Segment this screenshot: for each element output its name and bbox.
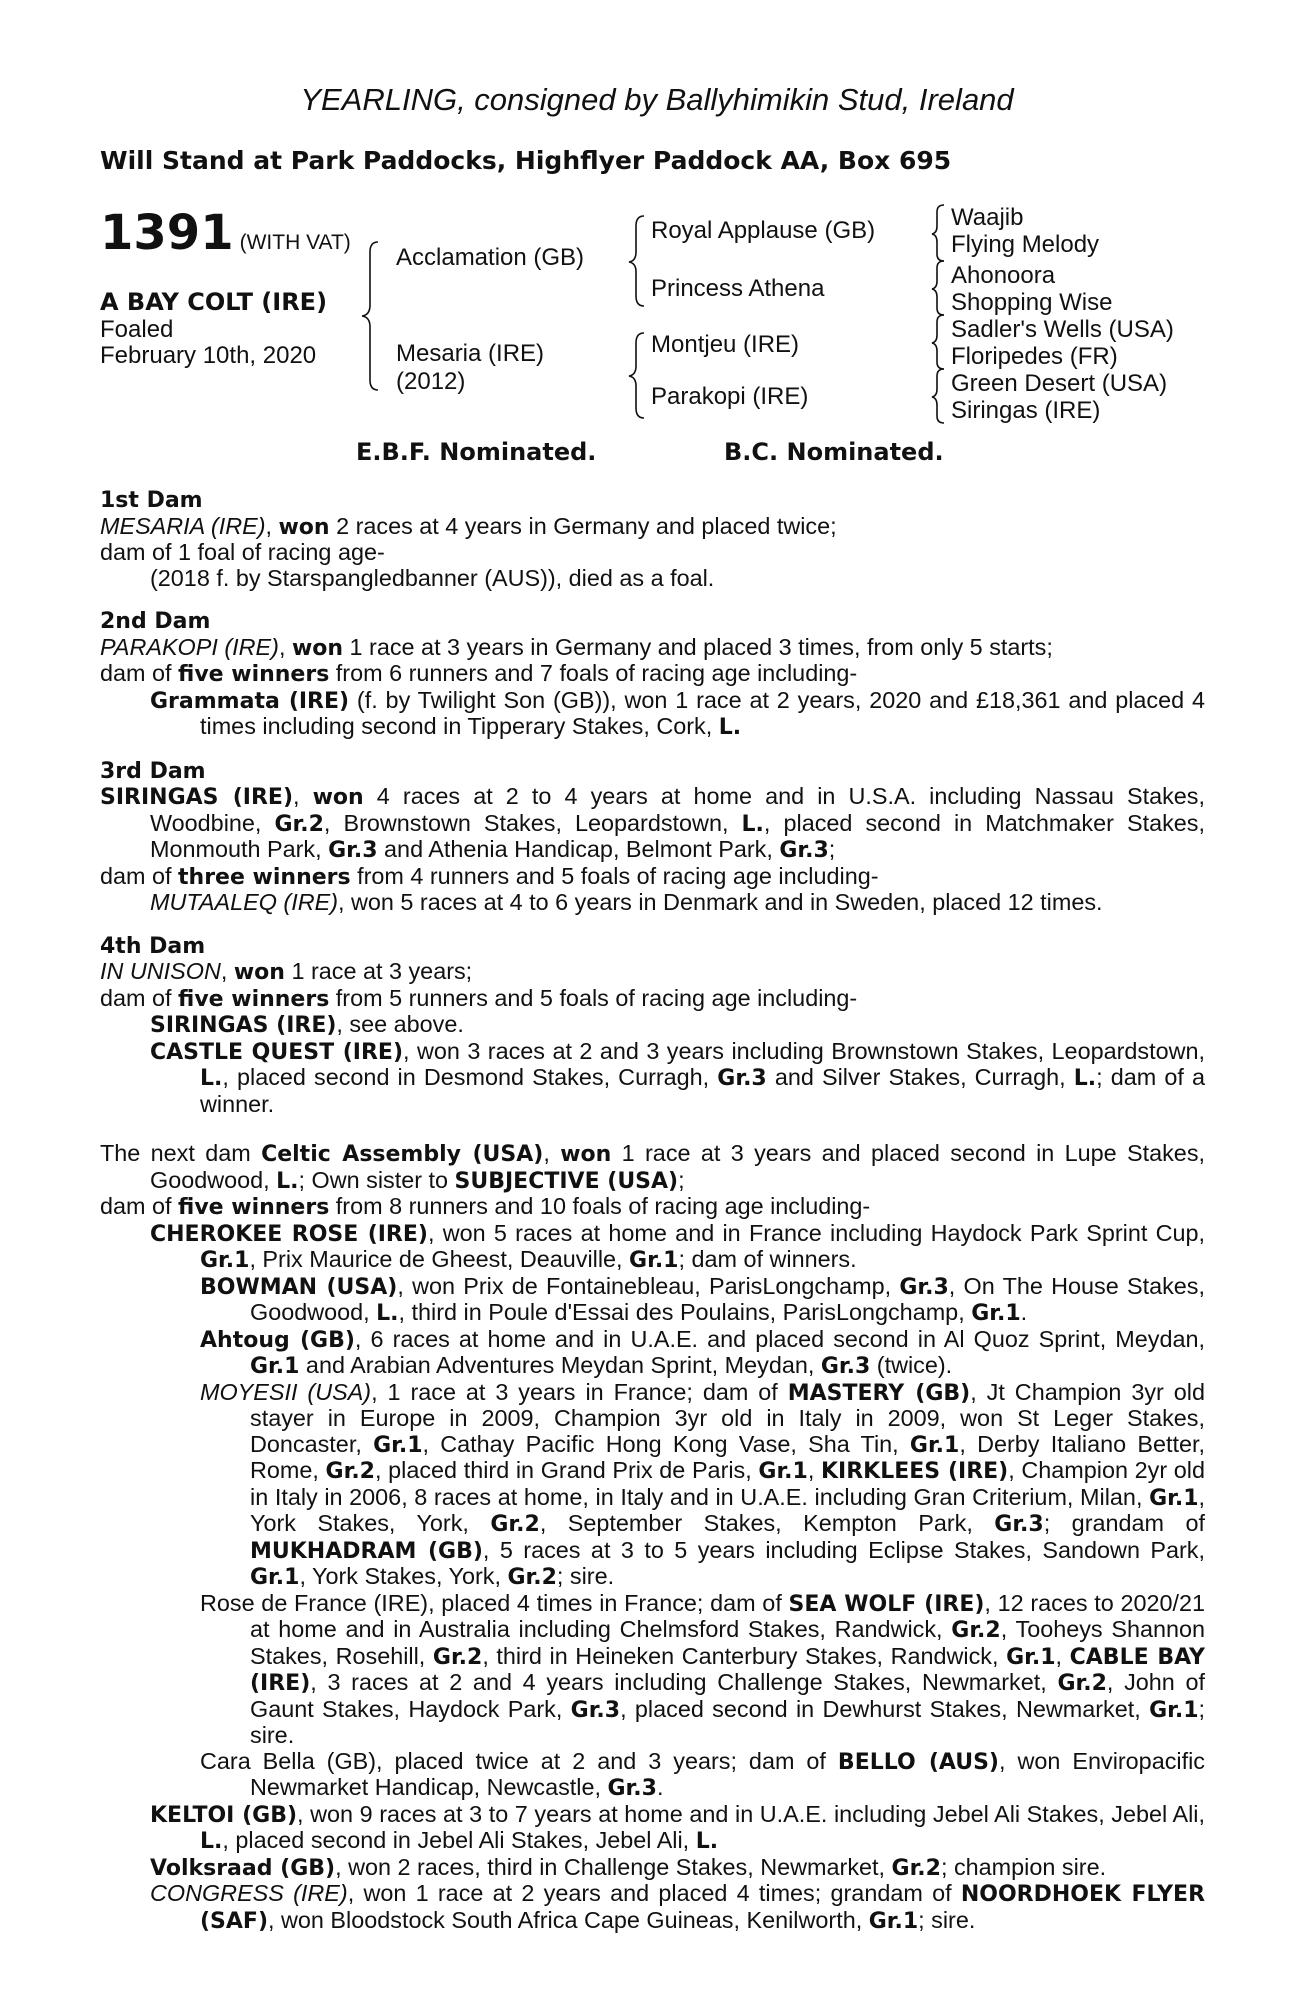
record-text: , placed second in Desmond Stakes, Curragh, — [222, 1064, 718, 1090]
record-text: , 3 races at 2 and 4 years including Challenge Stakes, Newmarket, — [310, 1669, 1058, 1695]
grade-label: Gr.3 — [570, 1697, 621, 1723]
pedigree-dam: Mesaria (IRE) — [396, 340, 545, 367]
first-dam-produce-line: dam of 1 foal of racing age- — [100, 539, 385, 565]
record-text: ; — [678, 1166, 685, 1193]
record-text: ; sire. — [556, 1563, 615, 1589]
winners-count: five winners — [178, 662, 330, 687]
record-text: 4 races at 2 to 4 years at home and in U.S.A. including Nassau Stakes, Woodbine, — [150, 783, 1205, 836]
record-text: . — [1020, 1299, 1028, 1325]
record-text: , won Bloodstock South Africa Cape Guineas, Kenilworth, — [268, 1906, 869, 1933]
grade-label: Gr.1 — [250, 1354, 300, 1379]
pedigree-g8: Siringas (IRE) — [951, 397, 1101, 424]
record-text: and Athenia Handicap, Belmont Park, — [377, 836, 780, 862]
grade-label: Gr.2 — [325, 1459, 375, 1484]
record-text: (twice). — [870, 1352, 953, 1378]
record-text: , York Stakes, York, — [299, 1563, 508, 1589]
produce-entry — [100, 1380, 1205, 1591]
won-label: won — [278, 514, 330, 540]
record-text: Cara Bella (GB), placed twice at 2 and 3 years; dam of — [200, 1747, 838, 1774]
grade-label: Gr.1 — [971, 1301, 1021, 1326]
pedigree-dam-year: (2012) — [396, 368, 466, 395]
pedigree-g2: Flying Melody — [951, 231, 1100, 258]
record-text: , 6 races at home and in U.A.E. and placed second in Al Quoz Sprint, Meydan, — [354, 1325, 1206, 1352]
horse-name: SEA WOLF (IRE) — [788, 1591, 985, 1617]
lot-description: A BAY COLT (IRE) — [100, 288, 328, 316]
fourth-dam-record: IN UNISON, won 1 race at 3 years; — [100, 958, 473, 985]
bc-nominated: B.C. Nominated. — [724, 438, 944, 466]
third-dam-heading: 3rd Dam — [100, 758, 206, 784]
record-text: 1 race at 3 years in Germany and placed 3 times, from only 5 starts; — [343, 633, 1053, 660]
second-dam-record: PARAKOPI (IRE), won 1 race at 3 years in Germany and placed 3 times, from only 5 starts; — [100, 633, 1053, 661]
fourth-dam-section — [100, 934, 1205, 1118]
record-text: dam of — [100, 862, 179, 889]
pedigree-g1: Waajib — [951, 204, 1024, 231]
record-text: , won Prix de Fontainebleau, ParisLongchamp, — [397, 1272, 900, 1299]
third-dam-section — [100, 759, 1205, 916]
third-dam-produce-line — [100, 864, 1205, 891]
record-text: , won 2 races, third in Challenge Stakes, Newmarket, — [335, 1853, 892, 1880]
record-text: , third in Heineken Canterbury Stakes, Randwick, — [482, 1642, 1007, 1669]
record-text: , placed third in Grand Prix de Paris, — [374, 1457, 759, 1483]
lot-number: 1391 — [100, 205, 234, 261]
first-dam-foal: (2018 f. by Starspangledbanner (AUS)), died as a foal. — [150, 564, 715, 591]
pedigree-g6: Floripedes (FR) — [951, 343, 1118, 370]
grade-label: Gr.3 — [899, 1274, 949, 1300]
horse-name: MUTAALEQ (IRE) — [150, 889, 339, 915]
horse-name: Grammata (IRE) — [150, 688, 350, 714]
pedigree-sire-dam: Princess Athena — [651, 275, 825, 302]
record-text: ; Own sister to — [298, 1166, 455, 1193]
grade-label: Gr.3 — [820, 1354, 871, 1379]
produce-entry — [100, 1855, 1205, 1882]
winners-count: three winners — [178, 864, 351, 890]
produce-entry — [100, 1881, 1205, 1934]
grade-label: Gr.1 — [250, 1565, 300, 1590]
first-dam-record: MESARIA (IRE), won 2 races at 4 years in Germany and placed twice; — [100, 512, 837, 540]
produce-entry — [100, 1591, 1205, 1749]
winners-count: five winners — [178, 1195, 330, 1220]
next-dam-section — [100, 1141, 1205, 1934]
record-text: ; — [828, 836, 836, 862]
grade-label: Gr.1 — [200, 1248, 250, 1273]
record-text: 2 races at 4 years in Germany and placed twice; — [329, 512, 837, 539]
grade-label: Gr.2 — [274, 811, 324, 837]
record-text: , Tooheys Shannon Stakes, Rosehill, — [250, 1616, 1205, 1669]
record-text: dam of — [100, 984, 179, 1011]
pedigree-sire: Acclamation (GB) — [396, 244, 585, 271]
second-dam-section — [100, 609, 1205, 741]
second-dam-produce-line — [100, 661, 1205, 688]
first-dam-heading: 1st Dam — [100, 488, 203, 513]
record-text: from 8 runners and 10 foals of racing age including- — [329, 1193, 871, 1219]
second-dam-heading: 2nd Dam — [100, 609, 211, 634]
record-text: 1 race at 3 years and placed second in Lupe Stakes, Goodwood, — [150, 1140, 1206, 1193]
pedigree-g5: Sadler's Wells (USA) — [951, 316, 1174, 343]
record-text: , Jt Champion 3yr old stayer in Europe in 2009, Champion 3yr old in Italy in 2009, won St Leger Stakes, Doncaster, — [250, 1378, 1206, 1457]
record-text: (f. by Twilight Son (GB)), won 1 race at 2 years, 2020 and £18,361 and placed 4 times including second in Tipperary Stakes, Cork, — [200, 686, 1205, 739]
pedigree-dam-sire: Montjeu (IRE) — [651, 331, 800, 358]
horse-name: MUKHADRAM (GB) — [250, 1538, 483, 1564]
horse-name: CONGRESS (IRE) — [150, 1880, 348, 1906]
grade-label: L. — [718, 715, 742, 740]
record-text: from 5 runners and 5 foals of racing age including- — [329, 984, 858, 1011]
grade-label: Gr.1 — [1149, 1485, 1199, 1511]
grade-label: Gr.2 — [490, 1512, 540, 1537]
record-text: ; sire. — [250, 1695, 1205, 1748]
produce-entry — [100, 890, 1205, 916]
grade-label: Gr.1 — [1149, 1697, 1199, 1723]
dam-name: IN UNISON — [100, 958, 221, 984]
record-text: , Prix Maurice de Gheest, Deauville, — [249, 1246, 630, 1272]
record-text: , — [807, 1457, 821, 1483]
record-text: , Brownstown Stakes, Leopardstown, — [323, 809, 742, 836]
grade-label: Gr.3 — [328, 838, 378, 863]
grade-label: Gr.2 — [507, 1565, 557, 1590]
pedigree-g3: Ahonoora — [951, 262, 1056, 289]
pedigree-g7: Green Desert (USA) — [951, 370, 1168, 397]
fourth-dam-produce-line — [100, 986, 1205, 1013]
record-text: , Cathay Pacific Hong Kong Vase, Sha Tin, — [422, 1430, 910, 1457]
won-label: won — [560, 1142, 612, 1167]
horse-name: Volksraad (GB) — [150, 1855, 336, 1881]
record-text: ; grandam of — [1043, 1510, 1205, 1536]
grade-label: Gr.1 — [909, 1432, 960, 1458]
record-text: Rose de France (IRE), placed 4 times in France; dam of — [200, 1589, 789, 1616]
record-text: , see above. — [336, 1011, 464, 1037]
foaled-label: Foaled — [100, 316, 174, 343]
record-text: , won 5 races at 4 to 6 years in Denmark and in Sweden, placed 12 times. — [338, 889, 1103, 915]
record-text: , 12 races to 2020/21 at home and in Australia including Chelmsford Stakes, Randwick, — [250, 1589, 1205, 1642]
grade-label: L. — [695, 1829, 719, 1854]
record-text: . — [656, 1774, 664, 1800]
horse-name: KIRKLEES (IRE) — [821, 1459, 1009, 1484]
dam-name: Celtic Assembly (USA) — [261, 1142, 544, 1167]
record-text: , September Stakes, Kempton Park, — [539, 1510, 995, 1536]
third-dam-record: SIRINGAS (IRE), won 4 races at 2 to 4 years at home and in U.S.A. including Nassau Stakes, Woodbine, Gr.2, Brownstown Stakes, Leopardstown, L., placed second in Matchmaker Stakes, Monmouth Park, Gr.3 and Athenia Handicap, Belmont Park, Gr.3; — [100, 783, 1205, 863]
record-text: , won Enviropacific Newmarket Handicap, Newcastle, — [250, 1747, 1205, 1800]
horse-name: SIRINGAS (IRE) — [150, 1013, 337, 1038]
record-text: , placed second in Dewhurst Stakes, Newmarket, — [620, 1695, 1150, 1722]
grade-label: L. — [200, 1829, 223, 1854]
record-text: , 1 race at 3 years in France; dam of — [371, 1378, 788, 1405]
record-text: , placed second in Matchmaker Stakes, Monmouth Park, — [150, 809, 1205, 862]
ebf-nominated: E.B.F. Nominated. — [356, 438, 597, 466]
grade-label: L. — [741, 811, 764, 837]
record-text: , third in Poule d'Essai des Poulains, ParisLongchamp, — [398, 1299, 972, 1325]
grade-label: Gr.1 — [1006, 1644, 1056, 1670]
grade-label: L. — [376, 1301, 399, 1326]
next-dam-record — [100, 1141, 1205, 1194]
grade-label: Gr.1 — [758, 1459, 808, 1484]
record-text: and Silver Stakes, Curragh, — [766, 1064, 1074, 1090]
record-text: , — [1055, 1642, 1070, 1669]
horse-name: CABLE BAY (IRE) — [250, 1644, 1205, 1696]
grade-label: Gr.1 — [373, 1432, 423, 1458]
dam-name: PARAKOPI (IRE) — [100, 633, 279, 660]
horse-name: MOYESII (USA) — [200, 1378, 372, 1405]
record-text: , won 5 races at home and in France including Haydock Park Sprint Cup, — [427, 1219, 1205, 1246]
dam-name: MESARIA (IRE) — [100, 512, 266, 539]
produce-entry — [100, 1012, 1205, 1039]
record-text: and Arabian Adventures Meydan Sprint, Meydan, — [299, 1352, 821, 1378]
grade-label: L. — [1073, 1066, 1097, 1091]
produce-entry — [100, 1327, 1205, 1380]
record-text: from 4 runners and 5 foals of racing age including- — [350, 862, 879, 889]
record-text: , On The House Stakes, Goodwood, — [250, 1272, 1205, 1325]
grade-label: Gr.2 — [951, 1618, 1001, 1643]
record-text: , — [543, 1140, 561, 1166]
record-text: , Derby Italiano Better, Rome, — [250, 1430, 1206, 1483]
produce-entry — [100, 1749, 1205, 1802]
first-dam-section — [100, 488, 1205, 591]
produce-entry — [100, 1802, 1205, 1855]
horse-name: BELLO (AUS) — [837, 1749, 999, 1775]
won-label: won — [291, 635, 344, 661]
grade-label: Gr.1 — [868, 1908, 919, 1934]
won-label: won — [312, 785, 364, 810]
produce-entry — [100, 688, 1205, 741]
stand-location: Will Stand at Park Paddocks, Highflyer Paddock AA, Box 695 — [100, 146, 952, 175]
horse-name: CHEROKEE ROSE (IRE) — [150, 1221, 428, 1247]
record-text: , John of Gaunt Stakes, Haydock Park, — [250, 1669, 1205, 1722]
grade-label: Gr.2 — [891, 1855, 941, 1881]
record-text: from 6 runners and 7 foals of racing age including- — [329, 660, 858, 686]
record-text: , won 3 races at 2 and 3 years including Brownstown Stakes, Leopardstown, — [403, 1037, 1205, 1064]
record-text: , 5 races at 3 to 5 years including Eclipse Stakes, Sandown Park, — [482, 1536, 1205, 1563]
horse-name: Ahtoug (GB) — [200, 1327, 355, 1353]
pedigree-dam-dam: Parakopi (IRE) — [651, 383, 809, 410]
grade-label: Gr.2 — [432, 1644, 483, 1670]
record-text: ; dam of winners. — [678, 1246, 857, 1272]
horse-name: MASTERY (GB) — [787, 1380, 971, 1406]
record-text: ; dam of a winner. — [200, 1064, 1205, 1117]
record-text: , Champion 2yr old in Italy in 2006, 8 races at home, in Italy and in U.A.E. including Gran Criterium, Milan, — [250, 1457, 1205, 1510]
vat-note: (WITH VAT) — [239, 231, 351, 254]
record-text: , won 1 race at 2 years and placed 4 times; grandam of — [347, 1880, 961, 1906]
record-text: , placed second in Jebel Ali Stakes, Jebel Ali, — [222, 1827, 696, 1853]
winners-count: five winners — [178, 986, 330, 1012]
record-text: dam of — [100, 660, 179, 686]
grade-label: Gr.3 — [717, 1066, 767, 1091]
record-text: ; sire. — [918, 1906, 976, 1933]
record-text: , won 9 races at 3 to 7 years at home and in U.A.E. including Jebel Ali Stakes, Jebel Ali, — [297, 1800, 1205, 1827]
next-dam-produce-line — [100, 1194, 1205, 1221]
grade-label: L. — [200, 1066, 223, 1091]
record-text: dam of — [100, 1193, 179, 1219]
record-text: ; champion sire. — [940, 1853, 1107, 1880]
record-text: The next dam — [100, 1140, 262, 1166]
record-text: 1 race at 3 years; — [284, 958, 473, 984]
grade-label: Gr.3 — [779, 838, 829, 863]
record-text: , York Stakes, York, — [250, 1483, 1205, 1536]
dam-name: SIRINGAS (IRE) — [100, 785, 294, 810]
produce-record — [100, 488, 1205, 1934]
foaled-date: February 10th, 2020 — [100, 342, 317, 369]
pedigree-g4: Shopping Wise — [951, 289, 1113, 316]
horse-name: KELTOI (GB) — [150, 1802, 298, 1828]
grade-label: L. — [276, 1168, 299, 1194]
pedigree-sire-sire: Royal Applause (GB) — [651, 217, 876, 244]
grade-label: Gr.1 — [629, 1248, 679, 1273]
fourth-dam-heading: 4th Dam — [100, 933, 206, 959]
produce-entry — [100, 1274, 1205, 1327]
horse-name: NOORDHOEK FLYER (SAF) — [200, 1882, 1206, 1934]
consignment-line: YEARLING, consigned by Ballyhimikin Stud, Ireland — [300, 82, 1014, 117]
grade-label: Gr.3 — [994, 1512, 1044, 1537]
produce-entry — [100, 1039, 1205, 1118]
horse-name: CASTLE QUEST (IRE) — [150, 1039, 404, 1065]
grade-label: Gr.3 — [607, 1776, 657, 1801]
produce-entry — [100, 1221, 1205, 1274]
won-label: won — [233, 960, 285, 985]
grade-label: Gr.2 — [1057, 1671, 1107, 1696]
horse-name: BOWMAN (USA) — [200, 1274, 398, 1300]
horse-name: SUBJECTIVE (USA) — [454, 1168, 679, 1194]
